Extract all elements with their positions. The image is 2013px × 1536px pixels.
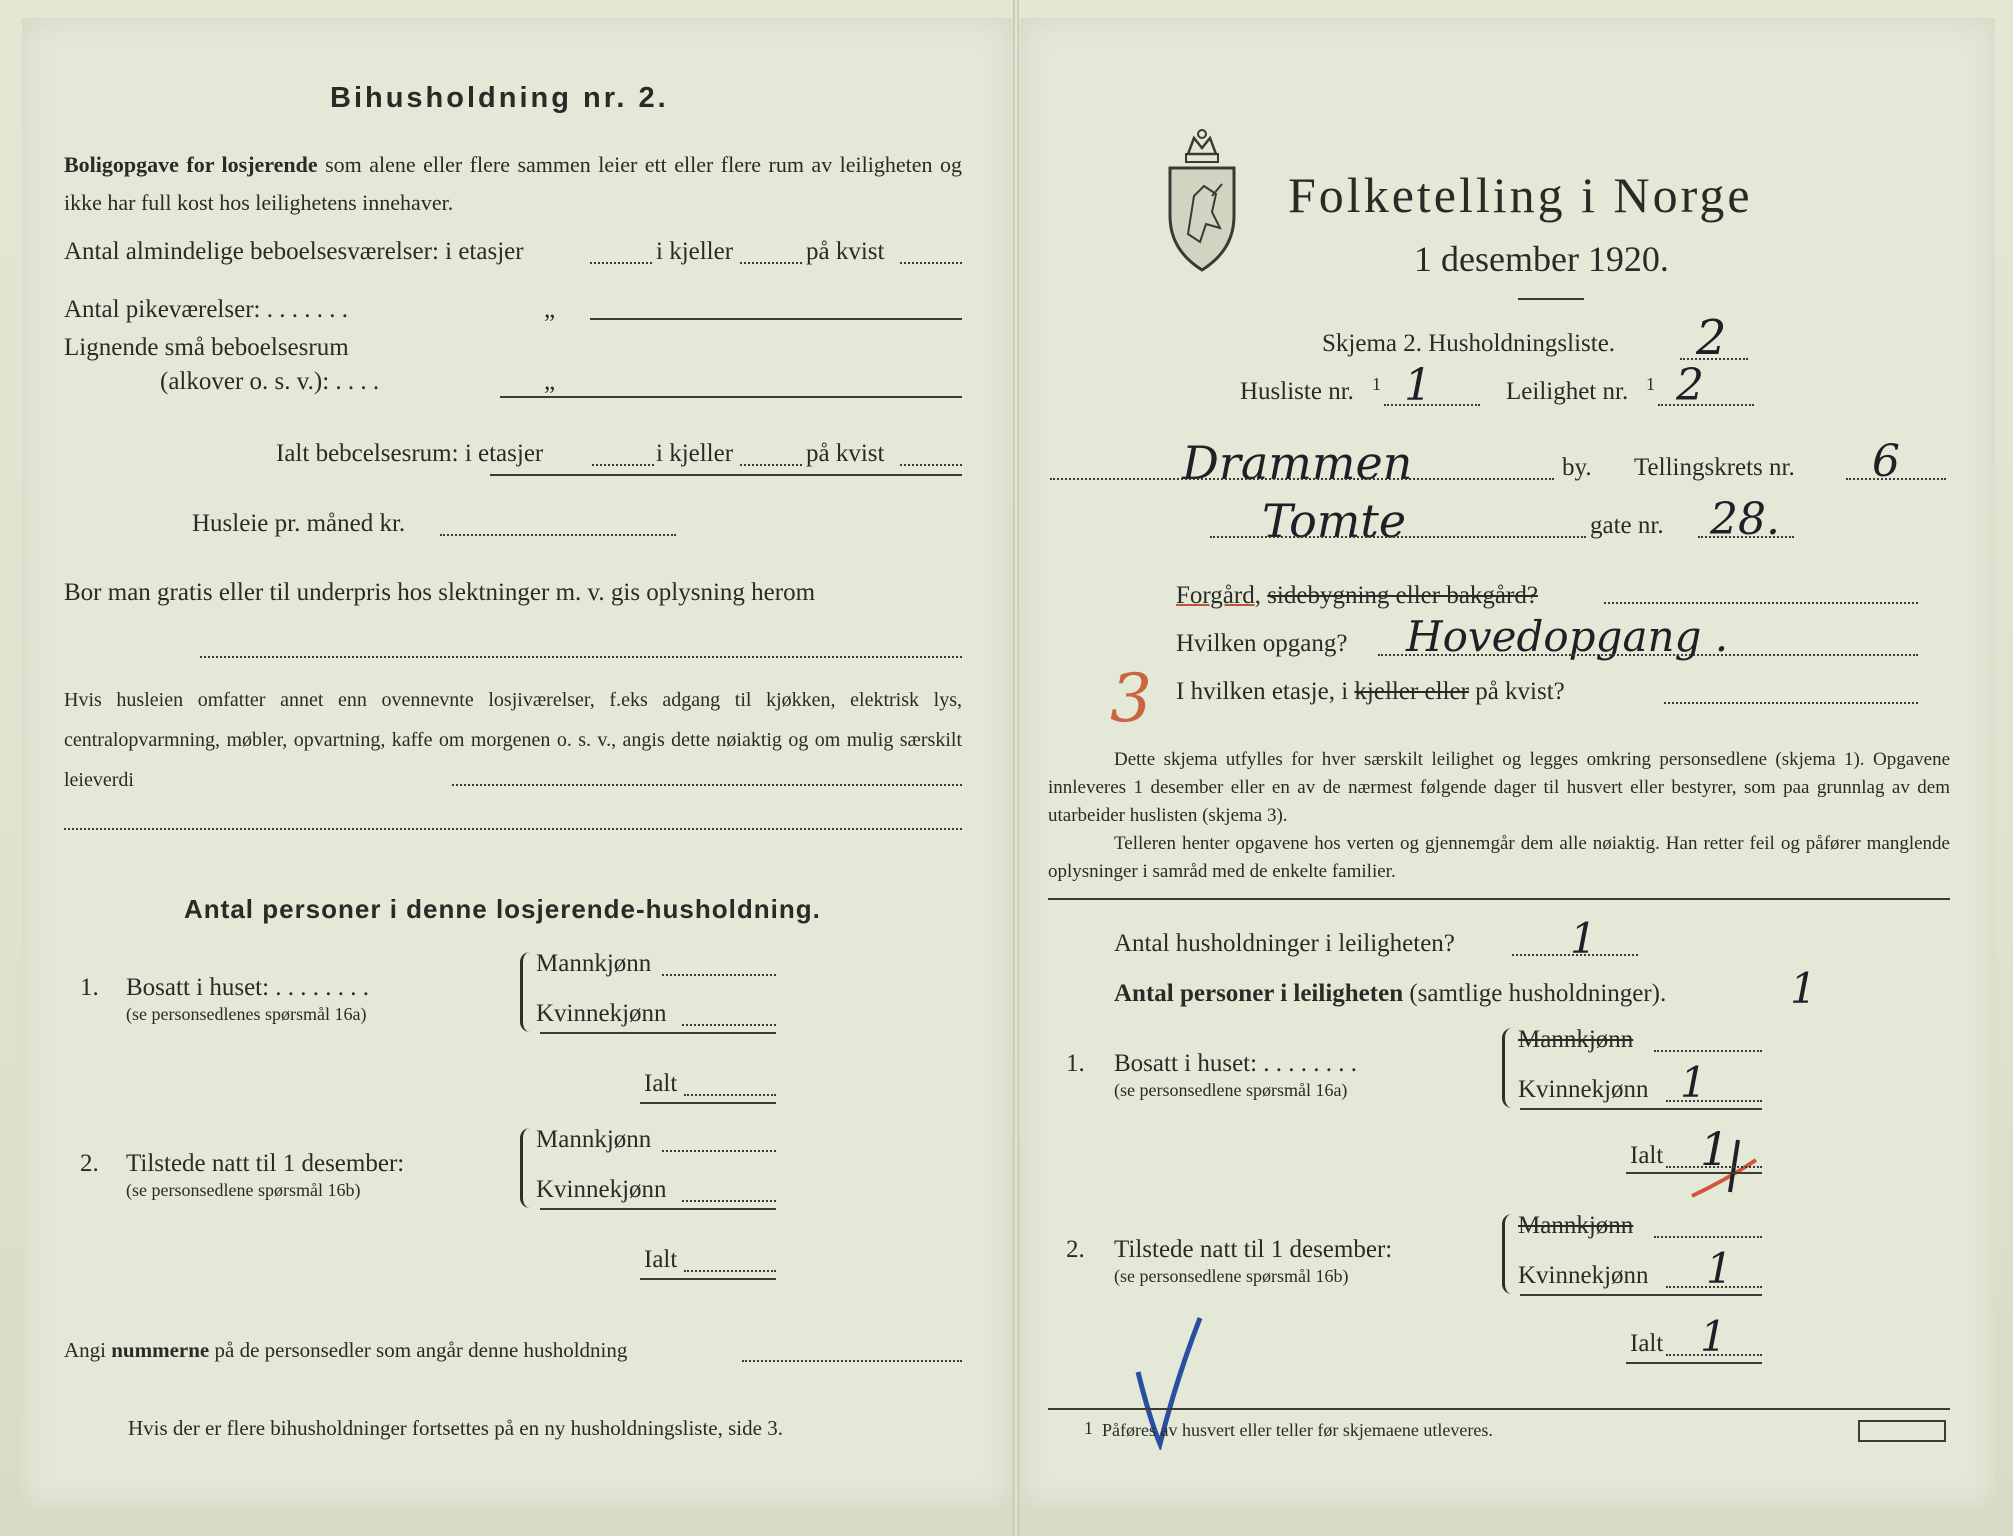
ialt-kvist-label: på kvist (806, 440, 885, 467)
ialt-kvist-field[interactable] (900, 464, 962, 466)
forgaard-row (1176, 582, 1538, 610)
right-q1-underline (1520, 1108, 1762, 1110)
left-q2-num: 2. (80, 1150, 99, 1177)
etasje-row (1176, 678, 1565, 706)
rooms-kjeller-label: i kjeller (656, 238, 734, 265)
angi-pre: Angi (64, 1338, 106, 1362)
leilighet-label: Leilighet nr. (1506, 378, 1629, 405)
husleie-label: Husleie pr. måned kr. (192, 510, 406, 537)
etasje-pre: I hvilken etasje, i (1176, 678, 1349, 705)
norway-coat-of-arms-icon (1164, 124, 1240, 274)
lignende-field[interactable] (500, 396, 962, 398)
krets-label: Tellingskrets nr. (1634, 454, 1795, 481)
left-q1-kvinne-field[interactable] (682, 1024, 776, 1026)
lignende-label-2: (alkover o. s. v.): . . . . (160, 368, 380, 395)
left-q1-mann: Mannkjønn (536, 950, 652, 977)
city-field[interactable] (1050, 478, 1554, 480)
street-value: Tomte (1262, 494, 1407, 548)
ialt-rooms-label: Ialt bebcelsesrum: i etasjer (276, 440, 544, 467)
etasje-strike: kjeller eller (1354, 678, 1469, 705)
antal-pers-value: 1 (1790, 964, 1817, 1013)
instructions-rule (1048, 898, 1950, 900)
instructions-2: Telleren henter opgavene hos verten og gjennemgår dem alle nøiaktig. Han retter feil og påfører manglende oplysninger i samråd med de enkelte familier. (1048, 833, 1950, 882)
right-q2-brace (1502, 1214, 1515, 1294)
left-heading: Bihusholdning nr. 2. (330, 82, 669, 114)
instructions-1: Dette skjema utfylles for hver særskilt leilighet og legges omkring personsedlene (skjema 1). Opgavene innleveres 1 desember eller en av de nærmest følgende dager til husvert eller bestyrer, som paa grunnlag av dem utarbeider huslisten (skjema 3). (1048, 749, 1950, 826)
title-rule (1518, 298, 1584, 300)
husliste-value: 1 (1404, 360, 1432, 411)
right-q1-sub: (se personsedlene spørsmål 16a) (1114, 1080, 1348, 1100)
antal-hush-value: 1 (1570, 914, 1597, 963)
left-q2-ialt-field[interactable] (684, 1270, 776, 1272)
left-q2-ialt: Ialt (644, 1246, 678, 1273)
left-q1-mann-field[interactable] (662, 974, 776, 976)
rooms-kjeller-field[interactable] (740, 262, 802, 264)
left-q1-underline (540, 1032, 776, 1034)
right-q2-underline (1520, 1294, 1762, 1296)
etasje-value-red: 3 (1110, 660, 1152, 737)
pike-field[interactable] (590, 318, 962, 320)
rooms-label: Antal almindelige beboelsesværelser: i etasjer (64, 238, 524, 265)
angi-text (64, 1338, 627, 1363)
right-q2-kvinne-value: 1 (1706, 1244, 1733, 1293)
left-q1-sub: (se personsedlenes spørsmål 16a) (126, 1004, 367, 1024)
intro-rest: som alene eller flere sammen leier ett eller flere rum av leiligheten og ikke har full kost hos leilighetens innehaver. (64, 152, 962, 215)
page-fold (1013, 0, 1019, 1536)
left-q1-label: Bosatt i huset: . . . . . . . . (126, 974, 370, 1001)
lignende-label-1: Lignende små beboelsesrum (64, 334, 349, 361)
gate-field[interactable] (1698, 536, 1794, 538)
left-q2-kvinne-field[interactable] (682, 1200, 776, 1202)
right-q1-kvinne: Kvinnekjønn (1518, 1076, 1649, 1103)
lignende-ditto: „ (544, 368, 556, 395)
left-q1-ialt-underline (640, 1102, 776, 1104)
left-q2-label: Tilstede natt til 1 desember: (126, 1150, 405, 1177)
hvis-field[interactable] (452, 784, 962, 786)
left-q2-kvinne: Kvinnekjønn (536, 1176, 667, 1203)
left-q1-num: 1. (80, 974, 99, 1001)
antal-hush-field[interactable] (1512, 954, 1638, 956)
etasje-post: på kvist? (1475, 678, 1565, 705)
forgaard-field[interactable] (1604, 602, 1918, 604)
right-q2-mann-field[interactable] (1654, 1236, 1762, 1238)
rooms-kvist-field[interactable] (900, 262, 962, 264)
pike-label: Antal pikeværelser: . . . . . . . (64, 296, 348, 323)
right-q1-ialt-value: 1 (1700, 1122, 1730, 1176)
left-q2-sub: (se personsedlene spørsmål 16b) (126, 1180, 361, 1200)
left-intro (64, 146, 962, 222)
intro-bold: Boligopgave for losjerende (64, 152, 318, 177)
right-q2-label: Tilstede natt til 1 desember: (1114, 1236, 1393, 1263)
left-footer: Hvis der er flere bihusholdninger fortsettes på en ny husholdningsliste, side 3. (128, 1416, 783, 1440)
right-q1-mann-field[interactable] (1654, 1050, 1762, 1052)
husliste-footnote-mark: 1 (1372, 374, 1381, 394)
right-q1-brace (1502, 1028, 1515, 1108)
ialt-kjeller-field[interactable] (740, 464, 802, 466)
city-value: Drammen (1182, 436, 1413, 490)
husliste-label: Husliste nr. (1240, 378, 1354, 405)
right-q2-ialt-value: 1 (1700, 1312, 1727, 1361)
leilighet-field[interactable] (1658, 404, 1754, 406)
gate-label: gate nr. (1590, 512, 1664, 539)
footnote-mark: 1 (1084, 1418, 1093, 1438)
etasje-field[interactable] (1664, 702, 1918, 704)
left-q1-kvinne: Kvinnekjønn (536, 1000, 667, 1027)
persons-heading: Antal personer i denne losjerende-husholdning. (184, 894, 821, 924)
pike-ditto-1: „ (544, 296, 556, 323)
left-q1-ialt-field[interactable] (684, 1094, 776, 1096)
left-q1-ialt: Ialt (644, 1070, 678, 1097)
right-q1-ialt-underline (1626, 1172, 1762, 1174)
right-q2-ialt-underline (1626, 1362, 1762, 1364)
ialt-underline (490, 474, 962, 476)
right-q1-ialt: Ialt (1630, 1142, 1664, 1169)
antal-pers-rest: (samtlige husholdninger). (1409, 980, 1667, 1007)
right-q1-mann: Mannkjønn (1518, 1026, 1634, 1053)
left-q2-ialt-underline (640, 1278, 776, 1280)
husleie-field[interactable] (440, 534, 676, 536)
left-q2-mann-field[interactable] (662, 1150, 776, 1152)
antal-pers-bold: Antal personer i leiligheten (1114, 980, 1404, 1007)
krets-field[interactable] (1846, 478, 1946, 480)
left-q2-brace (520, 1128, 533, 1208)
forgaard-label: Forgård, (1176, 582, 1261, 609)
angi-rest: på de personsedler som angår denne husholdning (214, 1338, 628, 1362)
rooms-kvist-label: på kvist (806, 238, 885, 265)
right-q2-ialt-field[interactable] (1666, 1354, 1762, 1356)
right-q1-kvinne-value: 1 (1680, 1058, 1707, 1107)
gratis-text: Bor man gratis eller til underpris hos slektninger m. v. gis oplysning herom (64, 579, 816, 606)
hvis-text: Hvis husleien omfatter annet enn ovennevnte losjiværelser, f.eks adgang til kjøkken, elektrisk lys, centralopvarmning, møbler, opvartning, kaffe om morgenen o. s. v., angis dette nøiaktig og om mulig særskilt leieverdi (64, 689, 962, 791)
antal-pers-row (1114, 980, 1666, 1008)
right-q2-mann: Mannkjønn (1518, 1212, 1634, 1239)
leilighet-footnote-mark: 1 (1646, 374, 1655, 394)
right-q1-kvinne-field[interactable] (1666, 1100, 1762, 1102)
leilighet-value: 2 (1676, 360, 1704, 411)
printer-stamp (1858, 1420, 1946, 1442)
by-label: by. (1562, 454, 1592, 481)
hvis-field-2[interactable] (64, 828, 962, 830)
ialt-kjeller-label: i kjeller (656, 440, 734, 467)
left-q1-brace (520, 952, 533, 1032)
gate-value: 28. (1710, 494, 1780, 545)
angi-field[interactable] (742, 1360, 962, 1362)
left-q2-mann: Mannkjønn (536, 1126, 652, 1153)
street-field[interactable] (1210, 536, 1586, 538)
right-q1-ialt-field[interactable] (1666, 1166, 1762, 1168)
sidebygning-label: sidebygning eller bakgård? (1267, 582, 1538, 609)
right-q2-kvinne-field[interactable] (1666, 1286, 1762, 1288)
opgang-value: Hovedopgang . (1406, 612, 1729, 661)
right-q2-ialt: Ialt (1630, 1330, 1664, 1357)
ialt-etasjer-field[interactable] (592, 464, 654, 466)
antal-hush-label: Antal husholdninger i leiligheten? (1114, 930, 1455, 957)
right-q1-num: 1. (1066, 1050, 1085, 1077)
form-date: 1 desember 1920. (1414, 239, 1669, 279)
right-q2-num: 2. (1066, 1236, 1085, 1263)
opgang-label: Hvilken opgang? (1176, 630, 1348, 657)
angi-bold: nummerne (111, 1338, 210, 1362)
opgang-field[interactable] (1378, 654, 1918, 656)
right-q2-sub: (se personsedlene spørsmål 16b) (1114, 1266, 1349, 1286)
skjema-label: Skjema 2. Husholdningsliste. (1322, 330, 1616, 357)
right-q1-label: Bosatt i huset: . . . . . . . . (1114, 1050, 1358, 1077)
gratis-field[interactable] (200, 656, 962, 658)
rooms-etasjer-field[interactable] (590, 262, 652, 264)
left-q2-underline (540, 1208, 776, 1210)
footnote-rule (1048, 1408, 1950, 1410)
form-title: Folketelling i Norge (1288, 167, 1753, 223)
krets-value: 6 (1872, 436, 1900, 487)
husliste-field[interactable] (1384, 404, 1480, 406)
skjema-value: 2 (1696, 310, 1727, 366)
right-q2-kvinne: Kvinnekjønn (1518, 1262, 1649, 1289)
footnote-text: Påføres av husvert eller teller før skjemaene utleveres. (1102, 1420, 1493, 1440)
